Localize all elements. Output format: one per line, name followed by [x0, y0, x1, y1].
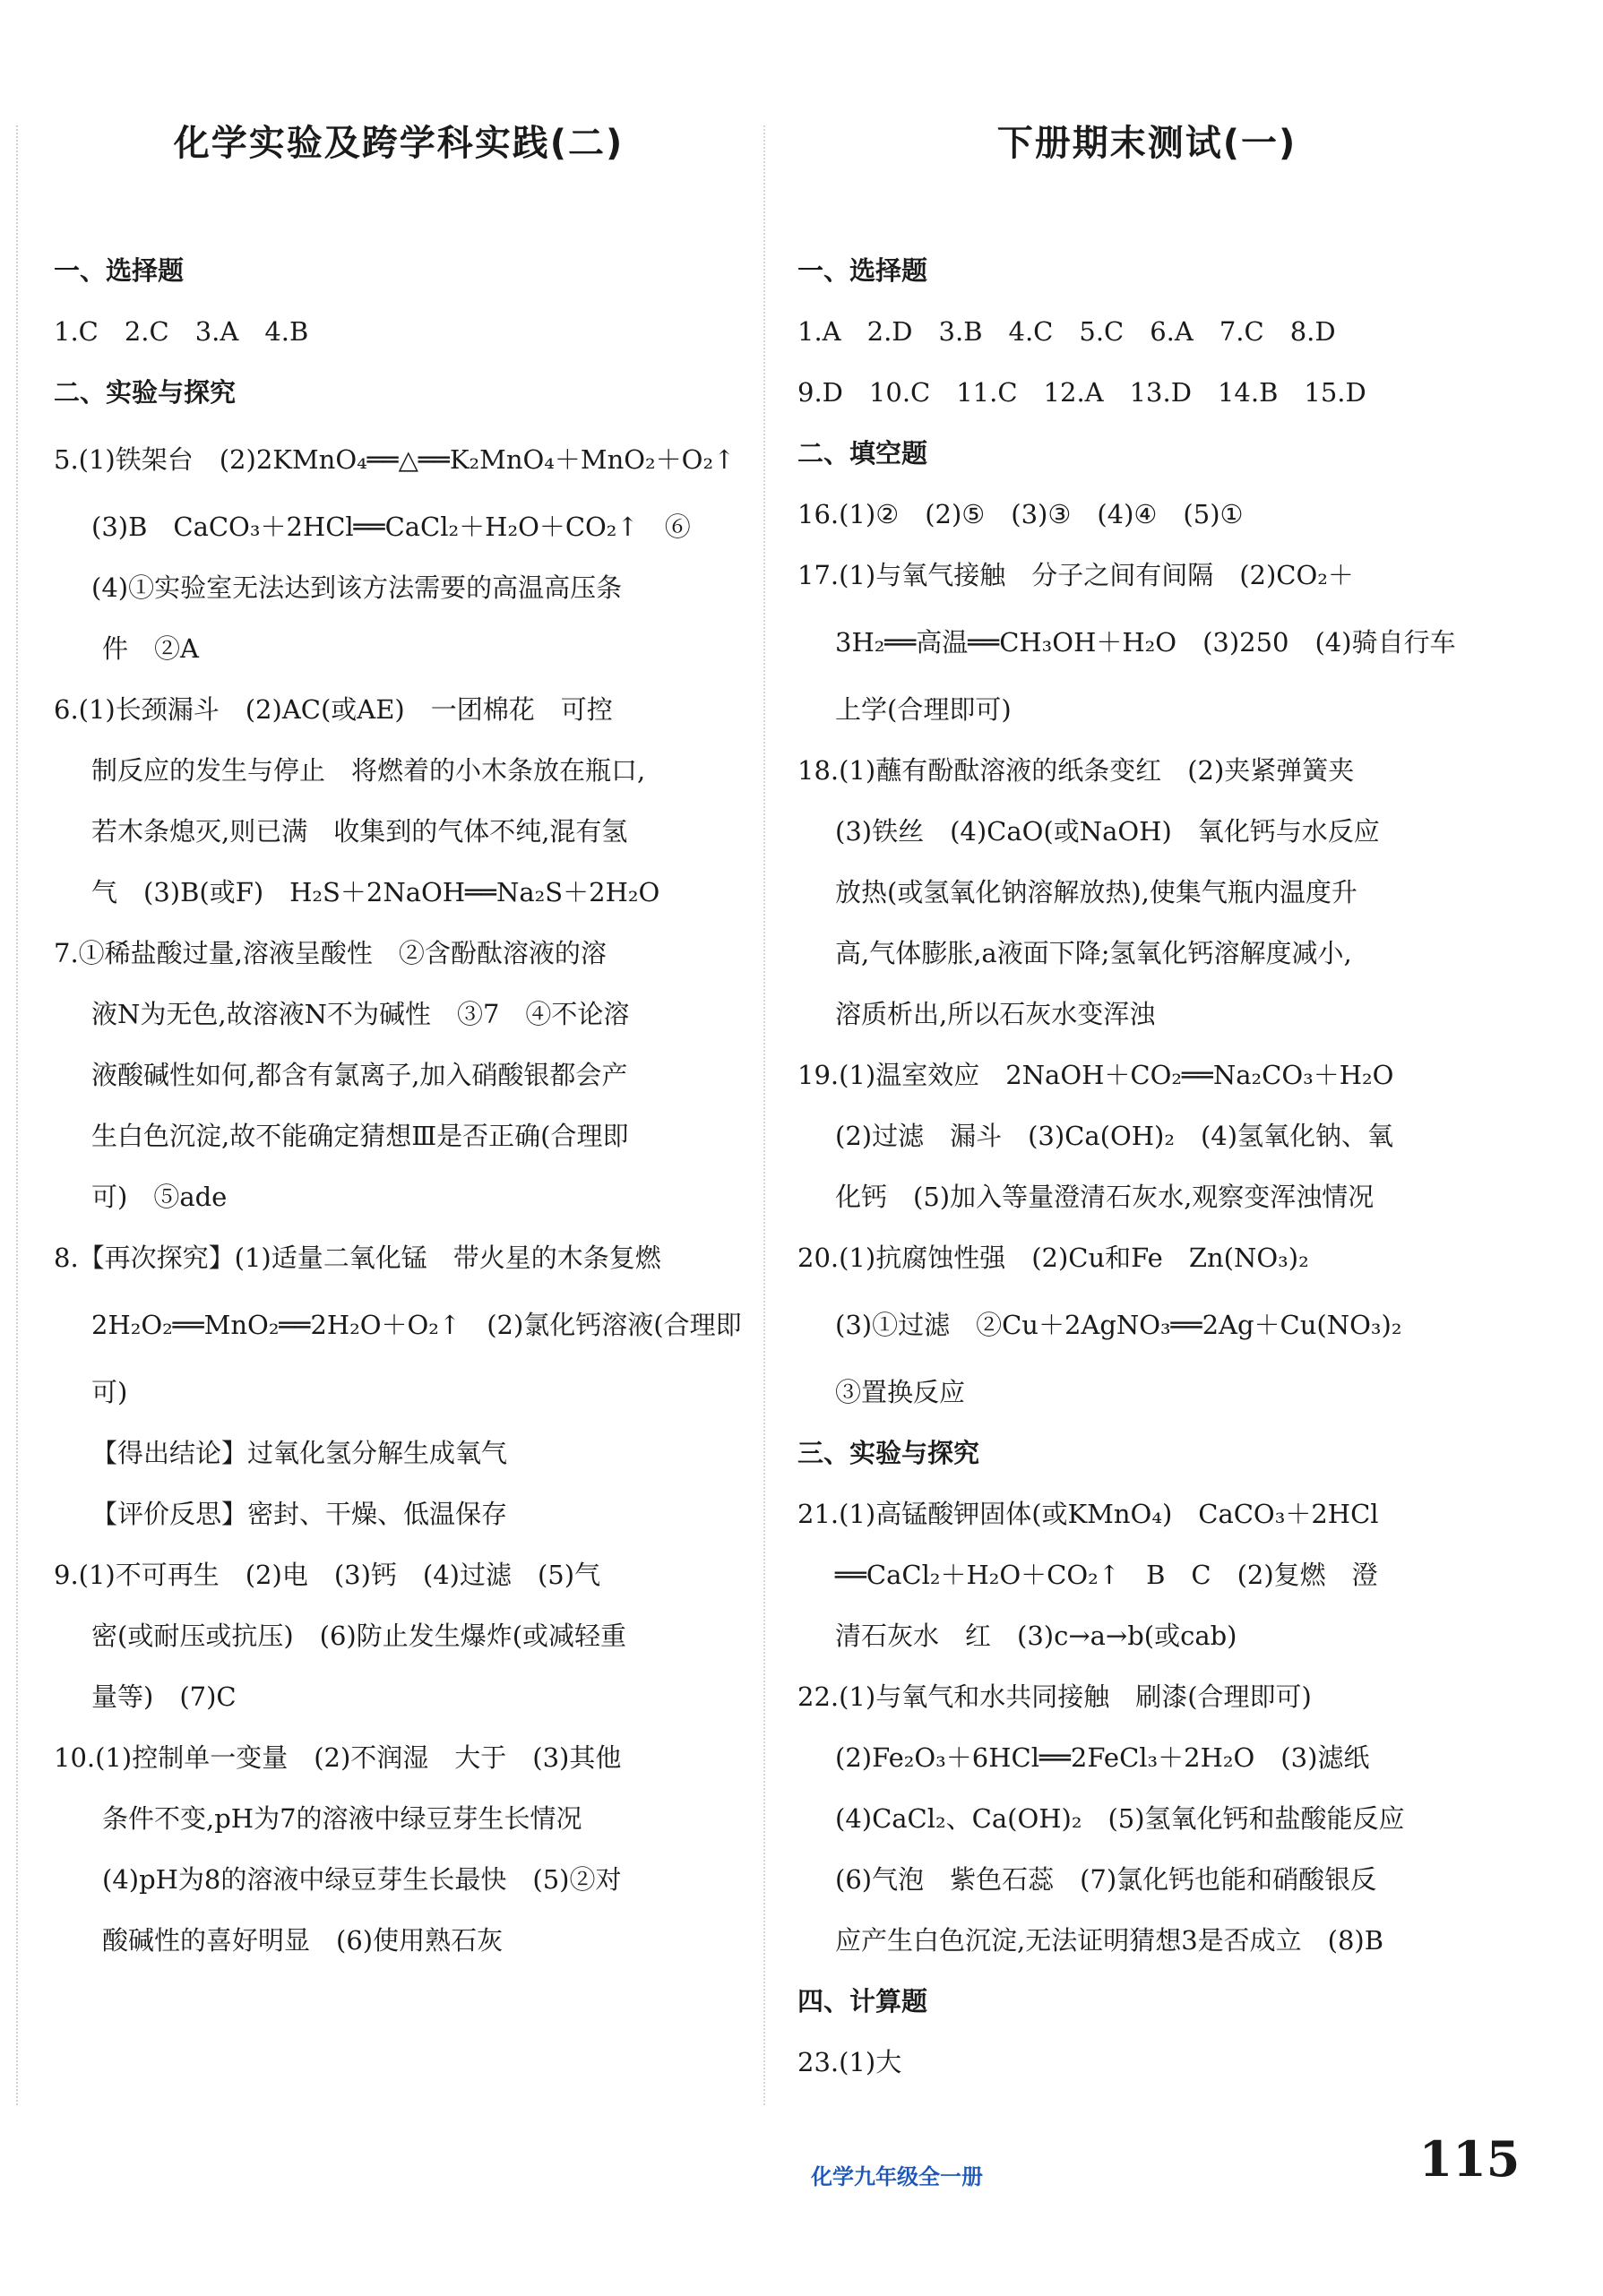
answer-line: 7.①稀盐酸过量,溶液呈酸性 ②含酚酞溶液的溶 — [54, 938, 607, 968]
answer-line: 【得出结论】过氧化氢分解生成氧气 — [91, 1438, 508, 1468]
answer-line: (4)CaCl₂、Ca(OH)₂ (5)氢氧化钙和盐酸能反应 — [835, 1803, 1405, 1834]
answer-line: 件 ②A — [102, 633, 199, 664]
answer-line: 18.(1)蘸有酚酞溶液的纸条变红 (2)夹紧弹簧夹 — [797, 755, 1355, 786]
answer-line: 19.(1)温室效应 2NaOH＋CO₂══Na₂CO₃＋H₂O — [797, 1060, 1394, 1090]
answer-line: 5.(1)铁架台 (2)2KMnO₄══△══K₂MnO₄＋MnO₂＋O₂↑ — [54, 444, 736, 475]
answer-line: 可) ⑤ade — [91, 1182, 228, 1212]
answer-line: 清石灰水 红 (3)c→a→b(或cab) — [835, 1621, 1237, 1651]
answer-line: 21.(1)高锰酸钾固体(或KMnO₄) CaCO₃＋2HCl — [797, 1499, 1379, 1529]
answer-line: 23.(1)大 — [797, 2047, 902, 2077]
answer-line: 22.(1)与氧气和水共同接触 刷漆(合理即可) — [797, 1681, 1312, 1712]
answer-line: 3H₂══高温══CH₃OH＋H₂O (3)250 (4)骑自行车 — [835, 627, 1456, 658]
answer-line: ③置换反应 — [835, 1377, 966, 1407]
answer-line: 1.C 2.C 3.A 4.B — [54, 316, 309, 347]
answer-line: 上学(合理即可) — [835, 694, 1012, 725]
answer-line: (3)铁丝 (4)CaO(或NaOH) 氧化钙与水反应 — [835, 816, 1380, 847]
right-column-title: 下册期末测试(一) — [996, 123, 1297, 164]
answer-line: 酸碱性的喜好明显 (6)使用熟石灰 — [102, 1925, 504, 1956]
answer-line: ══CaCl₂＋H₂O＋CO₂↑ B C (2)复燃 澄 — [835, 1560, 1378, 1590]
answer-line: 量等) (7)C — [91, 1681, 237, 1712]
section-heading: 三、实验与探究 — [797, 1438, 980, 1468]
answer-line: 应产生白色沉淀,无法证明猜想3是否成立 (8)B — [835, 1925, 1384, 1956]
answer-line: 16.(1)② (2)⑤ (3)③ (4)④ (5)① — [797, 499, 1244, 529]
answer-line: 液酸碱性如何,都含有氯离子,加入硝酸银都会产 — [91, 1060, 628, 1090]
answer-line: 20.(1)抗腐蚀性强 (2)Cu和Fe Zn(NO₃)₂ — [797, 1243, 1309, 1273]
answer-line: 制反应的发生与停止 将燃着的小木条放在瓶口, — [91, 755, 646, 786]
section-heading: 一、选择题 — [54, 255, 185, 286]
answer-line: 若木条熄灭,则已满 收集到的气体不纯,混有氢 — [91, 816, 628, 847]
answer-line: (2)过滤 漏斗 (3)Ca(OH)₂ (4)氢氧化钠、氧 — [835, 1121, 1394, 1151]
section-heading: 二、填空题 — [797, 438, 928, 469]
left-margin-divider — [16, 125, 18, 2105]
answer-line: 液N为无色,故溶液N不为碱性 ③7 ④不论溶 — [91, 999, 630, 1029]
left-column-title: 化学实验及跨学科实践(二) — [173, 123, 625, 164]
answer-line: 放热(或氢氧化钠溶解放热),使集气瓶内温度升 — [835, 877, 1357, 907]
answer-line: (3)①过滤 ②Cu＋2AgNO₃══2Ag＋Cu(NO₃)₂ — [835, 1310, 1402, 1340]
answer-line: (4)①实验室无法达到该方法需要的高温高压条 — [91, 572, 623, 603]
answer-line: 9.D 10.C 11.C 12.A 13.D 14.B 15.D — [797, 377, 1366, 408]
column-divider — [763, 125, 765, 2105]
answer-line: 2H₂O₂══MnO₂══2H₂O＋O₂↑ (2)氯化钙溶液(合理即 — [91, 1310, 742, 1340]
left-column-body — [54, 240, 744, 1971]
answer-line: 6.(1)长颈漏斗 (2)AC(或AE) 一团棉花 可控 — [54, 694, 613, 725]
answer-line: (2)Fe₂O₃＋6HCl══2FeCl₃＋2H₂O (3)滤纸 — [835, 1742, 1370, 1773]
answer-line: 条件不变,pH为7的溶液中绿豆芽生长情况 — [102, 1803, 582, 1834]
right-column-body — [797, 240, 1496, 2093]
section-heading: 一、选择题 — [797, 255, 928, 286]
page-number: 115 — [1418, 2130, 1521, 2188]
answer-line: (4)pH为8的溶液中绿豆芽生长最快 (5)②对 — [102, 1864, 622, 1895]
answer-line: (6)气泡 紫色石蕊 (7)氯化钙也能和硝酸银反 — [835, 1864, 1377, 1895]
answer-line: 密(或耐压或抗压) (6)防止发生爆炸(或减轻重 — [91, 1621, 627, 1651]
answer-line: 气 (3)B(或F) H₂S＋2NaOH══Na₂S＋2H₂O — [91, 877, 660, 907]
answer-line: 高,气体膨胀,a液面下降;氢氧化钙溶解度减小, — [835, 938, 1352, 968]
answer-line: 溶质析出,所以石灰水变浑浊 — [835, 999, 1156, 1029]
book-footer-label: 化学九年级全一册 — [811, 2164, 983, 2189]
section-heading: 二、实验与探究 — [54, 377, 237, 408]
answer-line: 化钙 (5)加入等量澄清石灰水,观察变浑浊情况 — [835, 1182, 1375, 1212]
answer-line: (3)B CaCO₃＋2HCl══CaCl₂＋H₂O＋CO₂↑ ⑥ — [91, 512, 691, 542]
answer-line: 9.(1)不可再生 (2)电 (3)钙 (4)过滤 (5)气 — [54, 1560, 601, 1590]
answer-line: 8.【再次探究】(1)适量二氧化锰 带火星的木条复燃 — [54, 1243, 661, 1273]
answer-line: 10.(1)控制单一变量 (2)不润湿 大于 (3)其他 — [54, 1742, 622, 1773]
section-heading: 四、计算题 — [797, 1986, 928, 2017]
answer-line: 【评价反思】密封、干燥、低温保存 — [91, 1499, 508, 1529]
answer-line: 可) — [91, 1377, 128, 1407]
answer-line: 17.(1)与氧气接触 分子之间有间隔 (2)CO₂＋ — [797, 560, 1354, 590]
answer-line: 生白色沉淀,故不能确定猜想Ⅲ是否正确(合理即 — [91, 1121, 629, 1151]
answer-line: 1.A 2.D 3.B 4.C 5.C 6.A 7.C 8.D — [797, 316, 1336, 347]
